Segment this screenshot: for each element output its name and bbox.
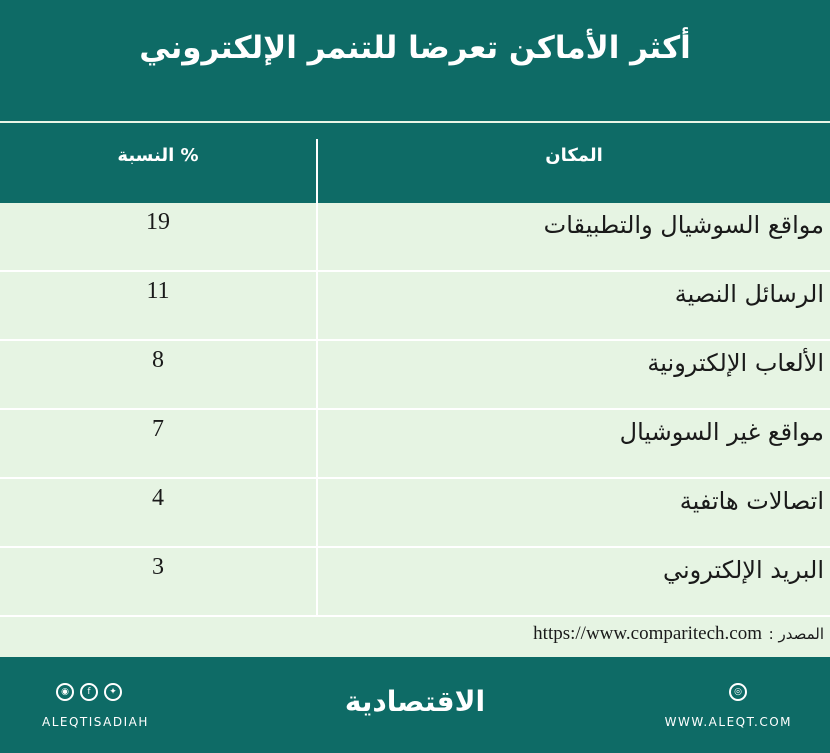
- table-cell-percent: 11: [146, 278, 170, 304]
- social-handle: ALEQTISADIAH: [42, 715, 149, 729]
- row-divider: [316, 272, 318, 339]
- table-cell-percent: 4: [152, 485, 164, 511]
- table-cell-place: مواقع غير السوشيال: [619, 418, 824, 446]
- row-divider: [316, 479, 318, 546]
- table-cell-place: مواقع السوشيال والتطبيقات: [543, 211, 824, 239]
- source-link[interactable]: https://www.comparitech.com: [533, 623, 762, 644]
- header-percent: النسبة %: [117, 145, 199, 166]
- table-row: [0, 203, 830, 272]
- table-cell-place: البريد الإلكتروني: [662, 556, 824, 584]
- table-row: [0, 410, 830, 479]
- twitter-icon[interactable]: ✦: [104, 683, 122, 701]
- title-bar: [0, 0, 830, 121]
- source-label: المصدر :: [768, 625, 824, 643]
- table-cell-percent: 7: [152, 416, 164, 442]
- table-cell-percent: 3: [152, 554, 164, 580]
- table-row: [0, 548, 830, 617]
- website-link[interactable]: WWW.ALEQT.COM: [664, 715, 792, 729]
- table-cell-percent: 19: [146, 209, 170, 235]
- globe-icon: ◎: [729, 683, 747, 701]
- table-cell-place: اتصالات هاتفية: [679, 487, 824, 515]
- row-divider: [316, 203, 318, 270]
- table-row: [0, 272, 830, 341]
- table-cell-place: الرسائل النصية: [674, 280, 824, 308]
- brand-logo: الاقتصادية: [344, 685, 486, 718]
- table-row: [0, 479, 830, 548]
- table-cell-place: الألعاب الإلكترونية: [647, 349, 824, 377]
- row-divider: [316, 548, 318, 615]
- table-cell-percent: 8: [152, 347, 164, 373]
- facebook-icon[interactable]: f: [80, 683, 98, 701]
- table-row: [0, 341, 830, 410]
- footer: [0, 657, 830, 753]
- instagram-icon[interactable]: ◉: [56, 683, 74, 701]
- table-body: [0, 203, 830, 617]
- table-header: [0, 123, 830, 203]
- row-divider: [316, 341, 318, 408]
- row-divider: [316, 410, 318, 477]
- header-place: المكان: [545, 145, 603, 166]
- page-title: أكثر الأماكن تعرضا للتنمر الإلكتروني: [139, 30, 691, 66]
- source-line: [0, 617, 830, 657]
